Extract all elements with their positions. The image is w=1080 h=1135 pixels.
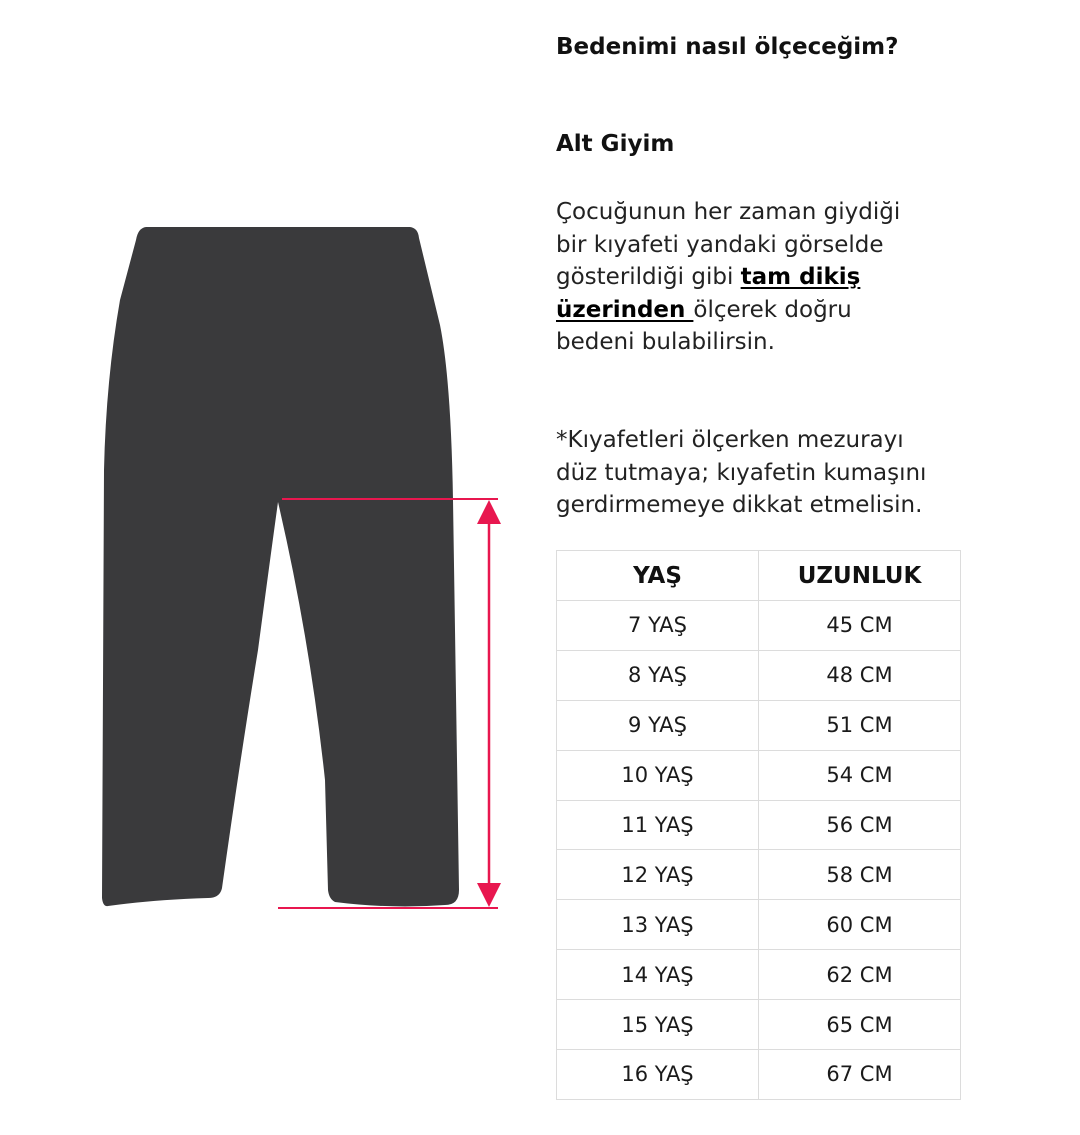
header-length: UZUNLUK [759, 551, 961, 601]
table-row [557, 850, 961, 900]
length-cell: 58 CM [759, 850, 961, 900]
arrow-head-down [477, 883, 501, 907]
note-line-1: *Kıyafetleri ölçerken mezurayı [556, 427, 904, 453]
measurement-note [556, 424, 996, 522]
age-cell: 16 YAŞ [557, 1050, 759, 1100]
table-row [557, 1050, 961, 1100]
length-cell: 54 CM [759, 750, 961, 800]
emphasis-text: tam dikiş [740, 264, 861, 290]
pants-icon [102, 227, 459, 906]
intro-paragraph [556, 196, 996, 359]
arrow-head-up [477, 500, 501, 524]
size-table [556, 550, 961, 1100]
age-cell: 13 YAŞ [557, 900, 759, 950]
table-row [557, 950, 961, 1000]
age-cell: 10 YAŞ [557, 750, 759, 800]
note-line-3: gerdirmemeye dikkat etmelisin. [556, 492, 923, 518]
age-cell: 8 YAŞ [557, 650, 759, 700]
table-row [557, 800, 961, 850]
note-line-2: düz tutmaya; kıyafetin kumaşını [556, 459, 927, 486]
page-title: Bedenimi nasıl ölçeceğim? [556, 34, 899, 60]
intro-line-1: Çocuğunun her zaman giydiği [556, 199, 901, 225]
section-title: Alt Giyim [556, 131, 675, 157]
age-cell: 7 YAŞ [557, 601, 759, 651]
emphasis-text-2: üzerinden [556, 296, 694, 323]
length-cell: 45 CM [759, 601, 961, 651]
age-cell: 9 YAŞ [557, 700, 759, 750]
length-cell: 48 CM [759, 650, 961, 700]
intro-line-5: bedeni bulabilirsin. [556, 329, 775, 355]
table-row [557, 750, 961, 800]
age-cell: 11 YAŞ [557, 800, 759, 850]
intro-line-2: bir kıyafeti yandaki görselde [556, 231, 884, 258]
length-cell: 60 CM [759, 900, 961, 950]
intro-text: gösterildiği gibi [556, 264, 741, 290]
table-header-row [557, 551, 961, 601]
header-age: YAŞ [557, 551, 759, 601]
length-cell: 65 CM [759, 1000, 961, 1050]
intro-line-4 [556, 294, 996, 327]
length-cell: 51 CM [759, 700, 961, 750]
table-row [557, 601, 961, 651]
age-cell: 12 YAŞ [557, 850, 759, 900]
length-cell: 62 CM [759, 950, 961, 1000]
table-row [557, 650, 961, 700]
intro-text-2: ölçerek doğru [693, 296, 852, 323]
table-row [557, 700, 961, 750]
length-cell: 67 CM [759, 1050, 961, 1100]
age-cell: 14 YAŞ [557, 950, 759, 1000]
length-cell: 56 CM [759, 800, 961, 850]
table-row [557, 900, 961, 950]
intro-line-3 [556, 261, 996, 294]
age-cell: 15 YAŞ [557, 1000, 759, 1050]
table-row [557, 1000, 961, 1050]
